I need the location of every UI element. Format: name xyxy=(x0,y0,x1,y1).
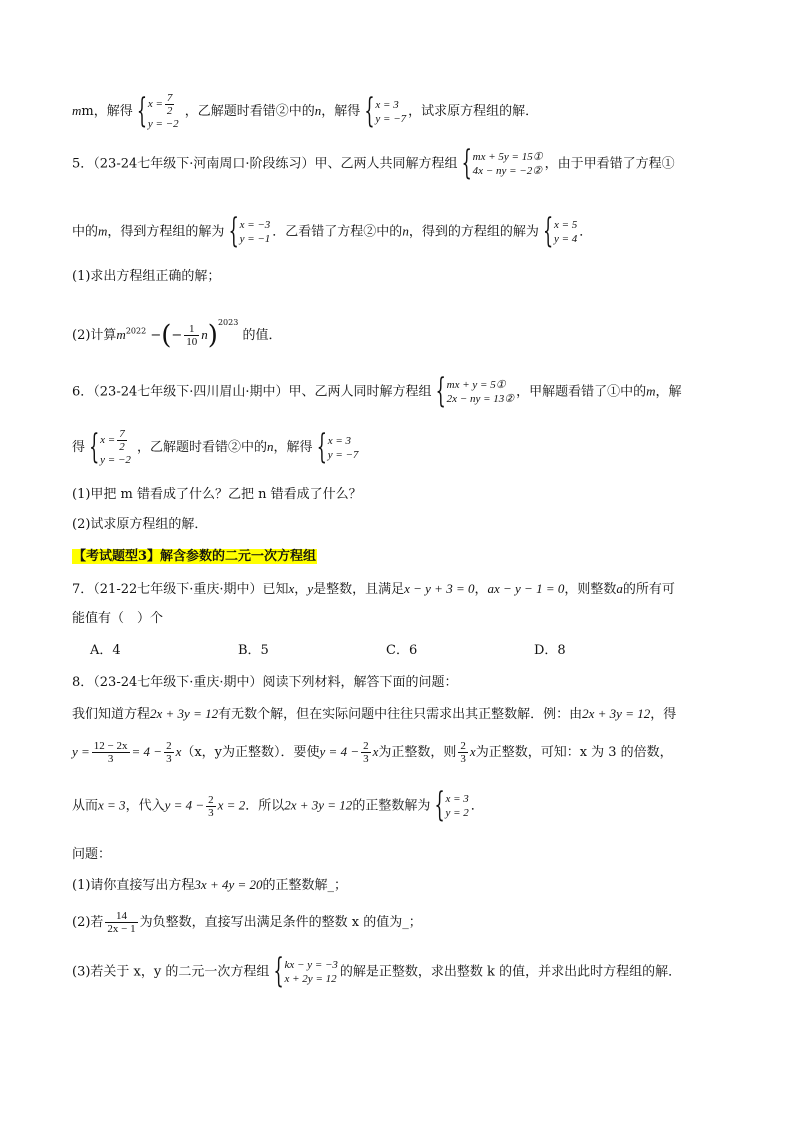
q8-header: 8．（23-24七年级下·重庆·期中）阅读下列材料，解答下面的问题： xyxy=(72,675,458,690)
sys-row: y = −2 xyxy=(147,118,179,130)
q7-header: 7．（21-22七年级下·重庆·期中）已知 xyxy=(72,582,289,597)
var-x: x xyxy=(288,581,295,596)
exponent: 2022 xyxy=(125,326,147,336)
solution-system xyxy=(139,92,179,131)
text: ，解得 xyxy=(321,104,361,119)
frac-den: 3 xyxy=(208,806,214,819)
text: ， xyxy=(474,582,488,597)
equation-system xyxy=(438,378,514,406)
sys-row: { x = 3 xyxy=(445,793,469,805)
sys-row: y = 2 xyxy=(445,807,469,819)
equation: = 4 − xyxy=(131,744,163,759)
paren: ) xyxy=(207,320,218,351)
q6-line-1 xyxy=(72,378,682,406)
equation: x = 3 xyxy=(98,797,126,813)
sys-row: { x = 3 xyxy=(327,434,352,447)
q6-part-1: (1)甲把 m 错看成了什么？乙把 n 错看成了什么？ xyxy=(72,487,362,502)
text: (2)若 xyxy=(72,915,104,930)
text: ，解得 xyxy=(273,440,313,455)
q6-header: 6．（23-24七年级下·四川眉山·期中）甲、乙两人同时解方程组 xyxy=(72,384,432,400)
frac-den: 10 xyxy=(186,336,198,348)
var-x: x xyxy=(469,744,476,759)
section-title: 【考试题型3】解含参数的二元一次方程组 xyxy=(73,549,317,564)
minus-sign: − xyxy=(150,328,162,343)
solution-system xyxy=(366,98,406,126)
sys-row: y = −7 xyxy=(375,112,407,125)
text: 的解是正整数，求出整数 k 的值，并求出此时方程组的解． xyxy=(339,964,682,980)
sys-row: 4x − ny = −2② xyxy=(472,165,543,177)
sys-row: x + 2y = 12 xyxy=(284,973,337,985)
solution-system xyxy=(91,428,131,467)
sys-row: { kx − y = −3 xyxy=(284,959,338,971)
sys-row: { x = 3 xyxy=(375,98,399,111)
option-d: D．8 xyxy=(534,643,566,658)
equation: y = 4 − xyxy=(164,797,205,813)
q5-header: 5．（23-24七年级下·河南周口·阶段练习）甲、乙两人共同解方程组 xyxy=(72,156,458,172)
sys-row: 2x − ny = 13② xyxy=(446,393,515,405)
text: 我们知道方程 xyxy=(72,707,151,722)
frac-den: 3 xyxy=(166,753,172,765)
var-n: n xyxy=(201,327,208,342)
text: 为正整数，可知：x 为 3 的倍数， xyxy=(475,745,673,760)
text: 的正整数解为 xyxy=(352,798,431,814)
equation: 2x + 3y = 12 xyxy=(582,706,651,721)
equation: ax − y − 1 = 0 xyxy=(487,581,565,596)
text: 为正整数，则 xyxy=(378,745,457,760)
equation: y = xyxy=(72,744,90,759)
text: 是整数，且满足 xyxy=(313,582,405,597)
frac-num: 7 xyxy=(166,92,173,104)
text: 的所有可 xyxy=(622,582,675,597)
text: 的值． xyxy=(242,328,282,343)
sys-row: { x = −3 xyxy=(239,219,271,231)
text: 有无数个解，但在实际问题中往往只需求出其正整数解．例：由 xyxy=(218,707,583,722)
solution-system xyxy=(231,218,271,246)
text: 的正整数解_； xyxy=(262,878,348,893)
q6-line-2 xyxy=(72,428,360,467)
option-c: C．6 xyxy=(386,643,418,658)
equation: 2x + 3y = 12 xyxy=(150,706,219,721)
text: ，由于甲看错了方程① xyxy=(544,156,675,172)
q8-material-3 xyxy=(72,792,484,820)
text: （x，y为正整数）．要使 xyxy=(181,745,320,760)
q5-part-1: (1)求出方程组正确的解； xyxy=(72,269,221,284)
var-n: n xyxy=(267,439,274,454)
q5-line-2 xyxy=(72,218,592,246)
text: ． xyxy=(579,224,593,240)
q8-part-2 xyxy=(72,910,422,935)
q8-material-1 xyxy=(72,705,676,724)
text: ．乙看错了方程②中的 xyxy=(272,224,403,240)
text: ，得 xyxy=(650,707,677,722)
q6-part-2: (2)试求原方程组的解． xyxy=(72,517,208,532)
frac-num: 14 xyxy=(105,910,137,923)
equation: 2x + 3y = 12 xyxy=(284,797,353,813)
q8-part-1 xyxy=(72,876,347,895)
text: ， xyxy=(294,582,308,597)
section-header xyxy=(72,548,317,566)
text: (2)计算 xyxy=(72,328,117,343)
text: ，乙解题时看错②中的 xyxy=(137,440,268,455)
text: 得 xyxy=(72,440,86,455)
var-m: m xyxy=(116,327,126,342)
frac-num: 2 xyxy=(363,740,369,752)
option-b: B．5 xyxy=(238,643,269,658)
text: (3)若关于 x，y 的二元一次方程组 xyxy=(72,964,270,980)
q5-part-2 xyxy=(72,314,282,351)
var-x: x xyxy=(175,744,182,759)
exponent: 2023 xyxy=(217,318,239,327)
option-a: A．4 xyxy=(90,643,121,658)
var-m: m xyxy=(646,383,656,399)
solution-system xyxy=(319,434,359,462)
equation-system xyxy=(276,958,338,986)
frac-den: 3 xyxy=(107,753,114,765)
sys-row: { x = 5 xyxy=(553,219,578,231)
text: 从而 xyxy=(72,798,99,814)
q8-part-3 xyxy=(72,958,681,986)
solution-system xyxy=(545,218,577,246)
frac-num: 12 − 2x xyxy=(93,740,128,752)
sys-row: x = xyxy=(100,434,116,447)
q7-line-1 xyxy=(72,580,675,599)
text: (1)请你直接写出方程 xyxy=(72,878,195,893)
q7-line-2: 能值有（ ）个 xyxy=(72,611,164,626)
sys-row: y = −1 xyxy=(239,233,271,245)
equation: y = 4 − xyxy=(319,744,360,759)
var-m: m xyxy=(72,103,82,118)
solution-system xyxy=(436,792,468,820)
sys-row: { mx + 5y = 15① xyxy=(472,151,543,163)
frac-den: 3 xyxy=(363,753,369,765)
text: ，则整数 xyxy=(564,582,617,597)
q7-options xyxy=(90,642,682,660)
text: ，乙解题时看错②中的 xyxy=(184,104,315,119)
text: ．所以 xyxy=(245,798,285,814)
sys-row: y = −2 xyxy=(100,454,131,466)
frac-den: 2 xyxy=(166,105,173,117)
equation: 3x + 4y = 20 xyxy=(194,877,263,892)
var-n: n xyxy=(314,103,322,118)
frac-den: 3 xyxy=(460,753,466,765)
frac-num: 2 xyxy=(166,740,172,752)
text: 为负整数，直接写出满足条件的整数 x 的值为_； xyxy=(139,915,422,930)
frac-den: 2 xyxy=(119,441,125,453)
sys-row: y = −7 xyxy=(327,448,359,461)
text: ，代入 xyxy=(125,798,165,814)
var-n: n xyxy=(402,223,409,239)
equation: x − y + 3 = 0 xyxy=(404,581,475,596)
text: 中的 xyxy=(72,224,99,240)
var-a: a xyxy=(616,581,623,596)
frac-num: 2 xyxy=(460,740,466,752)
minus-sign: − xyxy=(171,328,183,343)
var-y: y xyxy=(307,581,314,596)
q5-line-1 xyxy=(72,150,675,178)
text: m，解得 xyxy=(81,104,133,119)
text: ，甲解题看错了①中的 xyxy=(516,384,647,400)
var-m: m xyxy=(98,223,108,239)
equation-system xyxy=(464,150,543,178)
sys-row: { mx + y = 5① xyxy=(446,379,506,391)
equation: x = 2 xyxy=(217,797,246,813)
paren: ( xyxy=(161,320,172,351)
frac-num: 1 xyxy=(184,323,199,336)
var-x: x xyxy=(372,744,379,759)
q4-tail-line xyxy=(72,92,538,131)
sys-row: x = xyxy=(147,98,163,111)
sys-row: y = 4 xyxy=(553,233,578,245)
q8-material-2 xyxy=(72,740,673,765)
text: ，试求原方程组的解． xyxy=(408,104,539,119)
frac-num: 7 xyxy=(119,428,125,440)
text: ． xyxy=(470,798,484,814)
frac-den: 2x − 1 xyxy=(107,923,136,935)
text: ，得到方程组的解为 xyxy=(107,224,225,240)
q8-question-label: 问题： xyxy=(72,847,112,862)
frac-num: 2 xyxy=(208,793,214,806)
text: ，得到的方程组的解为 xyxy=(408,224,539,240)
text: ，解 xyxy=(655,384,682,400)
